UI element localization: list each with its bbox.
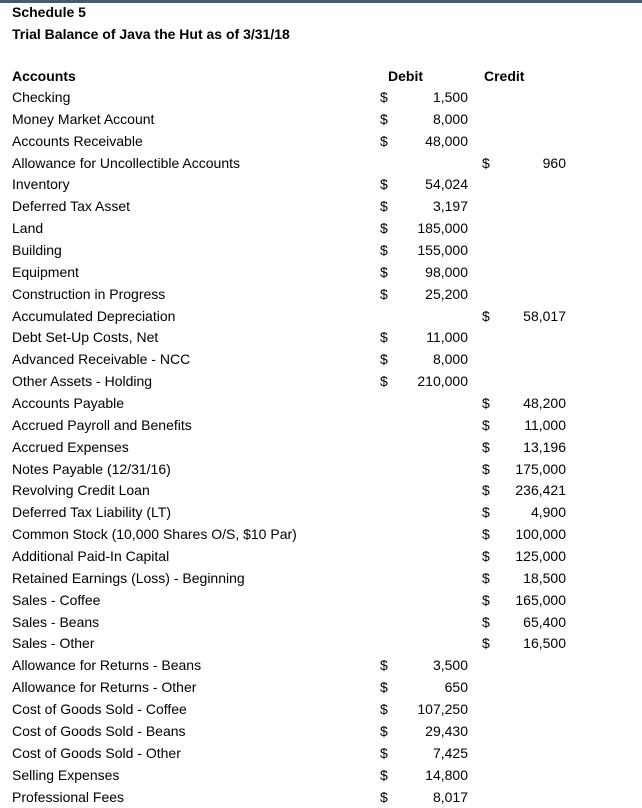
account-name: Money Market Account bbox=[12, 109, 154, 131]
table-row bbox=[0, 371, 642, 393]
account-name: Cost of Goods Sold - Other bbox=[12, 743, 181, 765]
debit-currency-symbol: $ bbox=[380, 174, 388, 196]
table-row bbox=[0, 349, 642, 371]
debit-amount: 210,000 bbox=[417, 371, 468, 393]
credit-currency-symbol: $ bbox=[482, 306, 490, 328]
debit-currency-symbol: $ bbox=[380, 743, 388, 765]
debit-currency-symbol: $ bbox=[380, 699, 388, 721]
debit-currency-symbol: $ bbox=[380, 787, 388, 808]
credit-amount: 65,400 bbox=[523, 612, 566, 634]
account-name: Accumulated Depreciation bbox=[12, 306, 175, 328]
table-row bbox=[0, 633, 642, 655]
page-title: Trial Balance of Java the Hut as of 3/31/18 bbox=[12, 26, 290, 42]
table-row bbox=[0, 196, 642, 218]
table-row bbox=[0, 153, 642, 175]
debit-amount: 48,000 bbox=[425, 131, 468, 153]
debit-currency-symbol: $ bbox=[380, 131, 388, 153]
debit-amount: 29,430 bbox=[425, 721, 468, 743]
table-row bbox=[0, 743, 642, 765]
account-name: Deferred Tax Liability (LT) bbox=[12, 502, 171, 524]
accounts-column-header: Accounts bbox=[12, 68, 76, 84]
schedule-label: Schedule 5 bbox=[12, 4, 86, 20]
account-name: Deferred Tax Asset bbox=[12, 196, 130, 218]
table-row bbox=[0, 306, 642, 328]
account-name: Allowance for Uncollectible Accounts bbox=[12, 153, 240, 175]
credit-amount: 18,500 bbox=[523, 568, 566, 590]
account-name: Sales - Coffee bbox=[12, 590, 100, 612]
debit-currency-symbol: $ bbox=[380, 109, 388, 131]
account-name: Construction in Progress bbox=[12, 284, 165, 306]
debit-currency-symbol: $ bbox=[380, 196, 388, 218]
credit-amount: 960 bbox=[543, 153, 566, 175]
account-name: Selling Expenses bbox=[12, 765, 119, 787]
debit-currency-symbol: $ bbox=[380, 87, 388, 109]
table-row bbox=[0, 524, 642, 546]
debit-currency-symbol: $ bbox=[380, 262, 388, 284]
credit-currency-symbol: $ bbox=[482, 502, 490, 524]
account-name: Notes Payable (12/31/16) bbox=[12, 459, 171, 481]
credit-currency-symbol: $ bbox=[482, 524, 490, 546]
table-row bbox=[0, 437, 642, 459]
account-name: Common Stock (10,000 Shares O/S, $10 Par) bbox=[12, 524, 297, 546]
debit-amount: 8,000 bbox=[433, 349, 468, 371]
credit-currency-symbol: $ bbox=[482, 568, 490, 590]
debit-amount: 98,000 bbox=[425, 262, 468, 284]
account-name: Allowance for Returns - Beans bbox=[12, 655, 201, 677]
debit-amount: 8,017 bbox=[433, 787, 468, 808]
debit-currency-symbol: $ bbox=[380, 721, 388, 743]
credit-currency-symbol: $ bbox=[482, 415, 490, 437]
credit-amount: 175,000 bbox=[515, 459, 566, 481]
debit-currency-symbol: $ bbox=[380, 284, 388, 306]
credit-amount: 100,000 bbox=[515, 524, 566, 546]
credit-amount: 11,000 bbox=[524, 415, 566, 437]
debit-currency-symbol: $ bbox=[380, 765, 388, 787]
account-name: Cost of Goods Sold - Coffee bbox=[12, 699, 187, 721]
table-row bbox=[0, 218, 642, 240]
account-name: Allowance for Returns - Other bbox=[12, 677, 196, 699]
debit-amount: 155,000 bbox=[417, 240, 468, 262]
debit-amount: 650 bbox=[445, 677, 468, 699]
account-name: Building bbox=[12, 240, 62, 262]
debit-currency-symbol: $ bbox=[380, 371, 388, 393]
table-row bbox=[0, 699, 642, 721]
table-row bbox=[0, 415, 642, 437]
debit-currency-symbol: $ bbox=[380, 218, 388, 240]
account-name: Advanced Receivable - NCC bbox=[12, 349, 190, 371]
table-row bbox=[0, 109, 642, 131]
table-row bbox=[0, 721, 642, 743]
credit-currency-symbol: $ bbox=[482, 633, 490, 655]
account-name: Equipment bbox=[12, 262, 79, 284]
credit-amount: 125,000 bbox=[515, 546, 566, 568]
debit-amount: 11,000 bbox=[426, 327, 468, 349]
debit-amount: 7,425 bbox=[433, 743, 468, 765]
debit-amount: 107,250 bbox=[417, 699, 468, 721]
table-row bbox=[0, 284, 642, 306]
debit-column-header: Debit bbox=[388, 68, 423, 84]
top-border bbox=[0, 0, 642, 3]
account-name: Retained Earnings (Loss) - Beginning bbox=[12, 568, 245, 590]
account-name: Professional Fees bbox=[12, 787, 124, 808]
table-row bbox=[0, 590, 642, 612]
debit-amount: 54,024 bbox=[425, 174, 468, 196]
table-row bbox=[0, 546, 642, 568]
debit-amount: 3,500 bbox=[433, 655, 468, 677]
debit-currency-symbol: $ bbox=[380, 677, 388, 699]
credit-amount: 58,017 bbox=[523, 306, 566, 328]
credit-column-header: Credit bbox=[484, 68, 524, 84]
credit-amount: 236,421 bbox=[515, 480, 566, 502]
debit-currency-symbol: $ bbox=[380, 240, 388, 262]
table-row bbox=[0, 655, 642, 677]
table-row bbox=[0, 459, 642, 481]
debit-amount: 1,500 bbox=[433, 87, 468, 109]
table-row bbox=[0, 612, 642, 634]
credit-currency-symbol: $ bbox=[482, 612, 490, 634]
credit-amount: 16,500 bbox=[523, 633, 566, 655]
table-row bbox=[0, 480, 642, 502]
account-name: Land bbox=[12, 218, 43, 240]
debit-amount: 185,000 bbox=[417, 218, 468, 240]
credit-currency-symbol: $ bbox=[482, 480, 490, 502]
account-name: Sales - Beans bbox=[12, 612, 99, 634]
credit-amount: 13,196 bbox=[523, 437, 566, 459]
debit-amount: 14,800 bbox=[425, 765, 468, 787]
credit-currency-symbol: $ bbox=[482, 153, 490, 175]
table-row bbox=[0, 502, 642, 524]
account-name: Inventory bbox=[12, 174, 70, 196]
table-row bbox=[0, 393, 642, 415]
debit-amount: 3,197 bbox=[433, 196, 468, 218]
credit-amount: 48,200 bbox=[523, 393, 566, 415]
debit-currency-symbol: $ bbox=[380, 349, 388, 371]
credit-amount: 4,900 bbox=[531, 502, 566, 524]
table-row bbox=[0, 787, 642, 808]
debit-amount: 25,200 bbox=[425, 284, 468, 306]
credit-currency-symbol: $ bbox=[482, 393, 490, 415]
credit-currency-symbol: $ bbox=[482, 546, 490, 568]
debit-currency-symbol: $ bbox=[380, 655, 388, 677]
table-row bbox=[0, 240, 642, 262]
table-row bbox=[0, 174, 642, 196]
trial-balance-table bbox=[0, 87, 642, 808]
credit-currency-symbol: $ bbox=[482, 590, 490, 612]
table-row bbox=[0, 131, 642, 153]
debit-amount: 8,000 bbox=[433, 109, 468, 131]
credit-amount: 165,000 bbox=[515, 590, 566, 612]
account-name: Accounts Receivable bbox=[12, 131, 143, 153]
credit-currency-symbol: $ bbox=[482, 459, 490, 481]
table-row bbox=[0, 262, 642, 284]
account-name: Checking bbox=[12, 87, 70, 109]
table-row bbox=[0, 765, 642, 787]
account-name: Cost of Goods Sold - Beans bbox=[12, 721, 186, 743]
table-row bbox=[0, 568, 642, 590]
account-name: Sales - Other bbox=[12, 633, 94, 655]
debit-currency-symbol: $ bbox=[380, 327, 388, 349]
account-name: Debt Set-Up Costs, Net bbox=[12, 327, 158, 349]
table-row bbox=[0, 327, 642, 349]
account-name: Accounts Payable bbox=[12, 393, 124, 415]
account-name: Additional Paid-In Capital bbox=[12, 546, 169, 568]
account-name: Other Assets - Holding bbox=[12, 371, 152, 393]
account-name: Accrued Payroll and Benefits bbox=[12, 415, 192, 437]
credit-currency-symbol: $ bbox=[482, 437, 490, 459]
table-row bbox=[0, 677, 642, 699]
account-name: Accrued Expenses bbox=[12, 437, 129, 459]
table-row bbox=[0, 87, 642, 109]
account-name: Revolving Credit Loan bbox=[12, 480, 150, 502]
